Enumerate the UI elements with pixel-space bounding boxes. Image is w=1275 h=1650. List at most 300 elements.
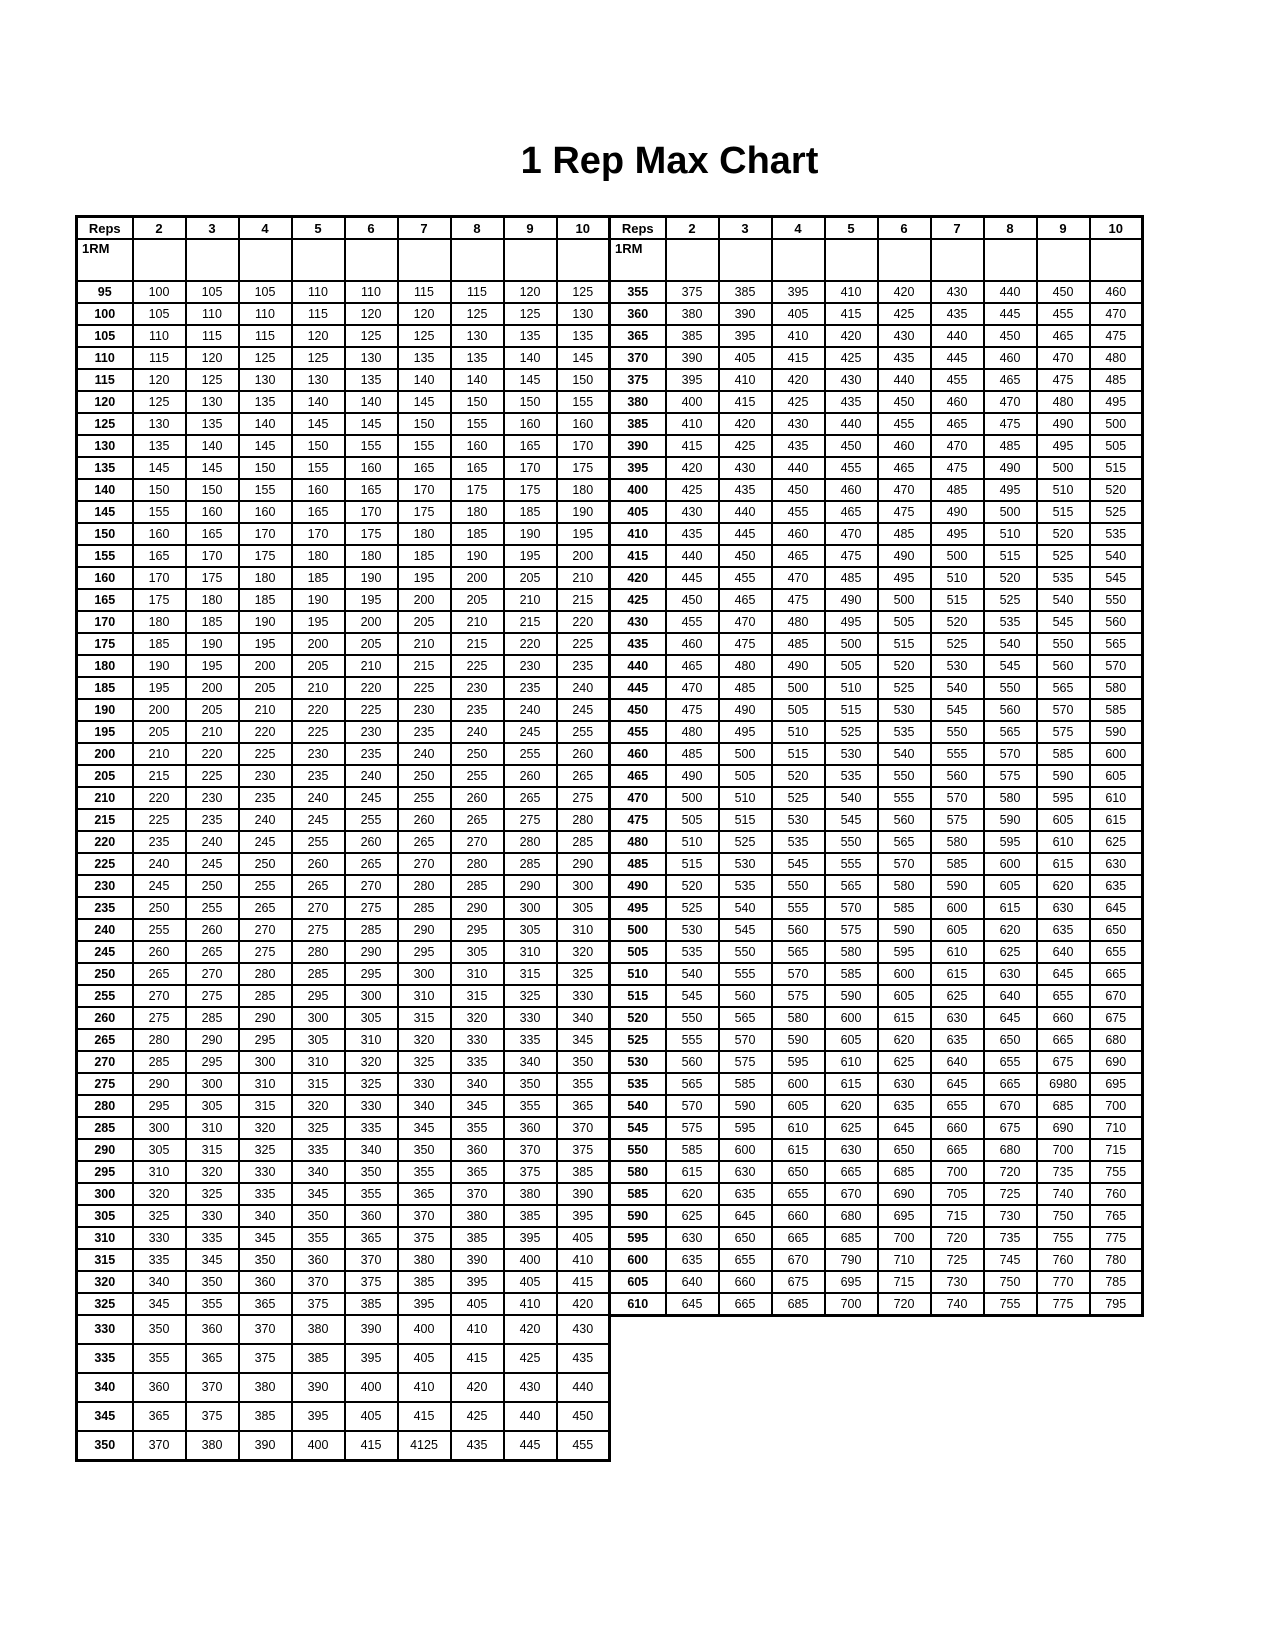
rm-value-cell: 295 [77, 1161, 133, 1183]
rep-weight-cell: 475 [931, 457, 984, 479]
empty-cell [984, 239, 1037, 281]
rep-weight-cell: 430 [931, 281, 984, 303]
rep-weight-cell: 170 [345, 501, 398, 523]
table-row [610, 985, 1143, 1007]
rep-weight-cell: 330 [186, 1205, 239, 1227]
rep-weight-cell: 490 [984, 457, 1037, 479]
rep-weight-cell: 230 [504, 655, 557, 677]
rep-weight-cell: 100 [133, 281, 186, 303]
rep-max-table-right [608, 215, 1144, 1317]
table-row [610, 435, 1143, 457]
rep-weight-cell: 675 [1090, 1007, 1143, 1029]
rm-value-cell: 425 [610, 589, 666, 611]
rep-weight-cell: 255 [133, 919, 186, 941]
rep-weight-cell: 505 [772, 699, 825, 721]
rep-weight-cell: 175 [398, 501, 451, 523]
rep-weight-cell: 575 [931, 809, 984, 831]
rep-weight-cell: 515 [931, 589, 984, 611]
table-row [77, 1373, 610, 1402]
rep-weight-cell: 310 [186, 1117, 239, 1139]
rep-weight-cell: 280 [504, 831, 557, 853]
rep-weight-cell: 620 [878, 1029, 931, 1051]
rep-weight-cell: 265 [398, 831, 451, 853]
rep-weight-cell: 540 [825, 787, 878, 809]
rm-value-cell: 190 [77, 699, 133, 721]
rep-weight-cell: 295 [292, 985, 345, 1007]
rep-weight-cell: 530 [772, 809, 825, 831]
rep-weight-cell: 335 [133, 1249, 186, 1271]
rep-weight-cell: 615 [825, 1073, 878, 1095]
rm-value-cell: 300 [77, 1183, 133, 1205]
rep-weight-cell: 310 [345, 1029, 398, 1051]
rep-weight-cell: 150 [557, 369, 610, 391]
rep-weight-cell: 390 [292, 1373, 345, 1402]
rep-weight-cell: 120 [186, 347, 239, 369]
rep-weight-cell: 250 [133, 897, 186, 919]
rep-weight-cell: 630 [1037, 897, 1090, 919]
rep-weight-cell: 390 [557, 1183, 610, 1205]
rep-weight-cell: 385 [504, 1205, 557, 1227]
rep-weight-cell: 680 [825, 1205, 878, 1227]
rep-weight-cell: 195 [186, 655, 239, 677]
table-row [610, 1029, 1143, 1051]
rep-weight-cell: 185 [504, 501, 557, 523]
rep-weight-cell: 360 [239, 1271, 292, 1293]
rep-weight-cell: 655 [719, 1249, 772, 1271]
rep-weight-cell: 610 [1037, 831, 1090, 853]
rep-weight-cell: 370 [557, 1117, 610, 1139]
rep-weight-cell: 685 [878, 1161, 931, 1183]
rep-weight-cell: 420 [825, 325, 878, 347]
rep-weight-cell: 170 [292, 523, 345, 545]
empty-cell [878, 239, 931, 281]
rep-weight-cell: 570 [772, 963, 825, 985]
rep-weight-cell: 390 [345, 1315, 398, 1344]
rep-weight-cell: 745 [984, 1249, 1037, 1271]
rep-weight-cell: 740 [931, 1293, 984, 1316]
rep-weight-cell: 605 [1090, 765, 1143, 787]
rep-weight-cell: 180 [133, 611, 186, 633]
rep-weight-cell: 520 [878, 655, 931, 677]
rep-weight-cell: 185 [133, 633, 186, 655]
rep-weight-cell: 115 [398, 281, 451, 303]
column-header-8: 8 [451, 217, 504, 240]
rep-weight-cell: 275 [557, 787, 610, 809]
rep-weight-cell: 310 [133, 1161, 186, 1183]
rep-weight-cell: 260 [398, 809, 451, 831]
rep-weight-cell: 450 [719, 545, 772, 567]
rep-weight-cell: 325 [398, 1051, 451, 1073]
rep-weight-cell: 445 [984, 303, 1037, 325]
table-row [610, 721, 1143, 743]
rep-weight-cell: 505 [719, 765, 772, 787]
table-row [610, 963, 1143, 985]
rep-weight-cell: 600 [825, 1007, 878, 1029]
rep-weight-cell: 415 [557, 1271, 610, 1293]
rep-weight-cell: 125 [186, 369, 239, 391]
empty-cell [239, 239, 292, 281]
rep-weight-cell: 285 [451, 875, 504, 897]
rep-weight-cell: 420 [719, 413, 772, 435]
rep-weight-cell: 465 [984, 369, 1037, 391]
rep-weight-cell: 730 [931, 1271, 984, 1293]
rep-weight-cell: 615 [984, 897, 1037, 919]
rep-weight-cell: 525 [825, 721, 878, 743]
rm-value-cell: 395 [610, 457, 666, 479]
rep-weight-cell: 395 [666, 369, 719, 391]
rep-weight-cell: 305 [292, 1029, 345, 1051]
rep-weight-cell: 105 [186, 281, 239, 303]
rep-weight-cell: 625 [931, 985, 984, 1007]
rep-weight-cell: 450 [984, 325, 1037, 347]
table-row [77, 1344, 610, 1373]
table-row [77, 1293, 610, 1315]
rep-weight-cell: 390 [451, 1249, 504, 1271]
rep-weight-cell: 650 [878, 1139, 931, 1161]
rep-weight-cell: 565 [772, 941, 825, 963]
rep-weight-cell: 715 [1090, 1139, 1143, 1161]
rep-weight-cell: 515 [666, 853, 719, 875]
rep-weight-cell: 425 [666, 479, 719, 501]
rep-weight-cell: 620 [825, 1095, 878, 1117]
rep-weight-cell: 445 [504, 1431, 557, 1461]
rep-weight-cell: 545 [1037, 611, 1090, 633]
rep-weight-cell: 110 [186, 303, 239, 325]
rep-weight-cell: 655 [931, 1095, 984, 1117]
table-row [610, 457, 1143, 479]
rep-weight-cell: 700 [931, 1161, 984, 1183]
rm-value-cell: 355 [610, 281, 666, 303]
rep-weight-cell: 290 [133, 1073, 186, 1095]
rep-weight-cell: 115 [292, 303, 345, 325]
rep-weight-cell: 280 [133, 1029, 186, 1051]
rep-weight-cell: 190 [504, 523, 557, 545]
rep-weight-cell: 575 [825, 919, 878, 941]
table-row [77, 1205, 610, 1227]
rep-weight-cell: 475 [1037, 369, 1090, 391]
rep-weight-cell: 245 [239, 831, 292, 853]
rm-value-cell: 365 [610, 325, 666, 347]
rep-weight-cell: 200 [186, 677, 239, 699]
rep-weight-cell: 220 [504, 633, 557, 655]
rep-weight-cell: 380 [186, 1431, 239, 1461]
rep-weight-cell: 750 [1037, 1205, 1090, 1227]
rep-weight-cell: 285 [504, 853, 557, 875]
rm-value-cell: 185 [77, 677, 133, 699]
rep-weight-cell: 180 [557, 479, 610, 501]
rep-weight-cell: 530 [878, 699, 931, 721]
rep-weight-cell: 740 [1037, 1183, 1090, 1205]
rep-weight-cell: 565 [719, 1007, 772, 1029]
rep-weight-cell: 675 [772, 1271, 825, 1293]
rep-weight-cell: 505 [825, 655, 878, 677]
rep-weight-cell: 590 [1090, 721, 1143, 743]
rep-weight-cell: 210 [398, 633, 451, 655]
rep-weight-cell: 400 [398, 1315, 451, 1344]
rep-weight-cell: 125 [345, 325, 398, 347]
rep-weight-cell: 480 [666, 721, 719, 743]
rep-weight-cell: 240 [504, 699, 557, 721]
rep-weight-cell: 300 [186, 1073, 239, 1095]
rep-weight-cell: 265 [292, 875, 345, 897]
rep-weight-cell: 135 [133, 435, 186, 457]
rep-weight-cell: 155 [292, 457, 345, 479]
rm-value-cell: 265 [77, 1029, 133, 1051]
rep-weight-cell: 500 [772, 677, 825, 699]
rep-weight-cell: 325 [292, 1117, 345, 1139]
rep-weight-cell: 635 [1090, 875, 1143, 897]
rep-weight-cell: 265 [504, 787, 557, 809]
rep-weight-cell: 310 [451, 963, 504, 985]
rep-weight-cell: 545 [984, 655, 1037, 677]
rep-weight-cell: 180 [292, 545, 345, 567]
rep-weight-cell: 475 [666, 699, 719, 721]
rep-weight-cell: 105 [239, 281, 292, 303]
rm-value-cell: 510 [610, 963, 666, 985]
table-row [77, 435, 610, 457]
rep-weight-cell: 360 [451, 1139, 504, 1161]
rep-weight-cell: 135 [398, 347, 451, 369]
rep-weight-cell: 555 [878, 787, 931, 809]
rep-weight-cell: 605 [878, 985, 931, 1007]
rep-weight-cell: 135 [239, 391, 292, 413]
table-row [610, 413, 1143, 435]
rm-value-cell: 475 [610, 809, 666, 831]
rep-weight-cell: 275 [186, 985, 239, 1007]
rep-weight-cell: 175 [345, 523, 398, 545]
rep-weight-cell: 325 [186, 1183, 239, 1205]
rep-weight-cell: 140 [186, 435, 239, 457]
rep-weight-cell: 160 [292, 479, 345, 501]
rep-weight-cell: 130 [186, 391, 239, 413]
table-row [610, 1139, 1143, 1161]
rep-weight-cell: 285 [292, 963, 345, 985]
rep-weight-cell: 440 [931, 325, 984, 347]
table-row [610, 1183, 1143, 1205]
rep-weight-cell: 350 [345, 1161, 398, 1183]
rep-weight-cell: 130 [239, 369, 292, 391]
rep-weight-cell: 330 [504, 1007, 557, 1029]
rm-value-cell: 255 [77, 985, 133, 1007]
rep-weight-cell: 475 [825, 545, 878, 567]
rep-weight-cell: 395 [398, 1293, 451, 1315]
rep-weight-cell: 130 [557, 303, 610, 325]
table-row [77, 303, 610, 325]
rep-weight-cell: 500 [1037, 457, 1090, 479]
rep-weight-cell: 590 [1037, 765, 1090, 787]
rep-weight-cell: 520 [984, 567, 1037, 589]
rep-weight-cell: 545 [1090, 567, 1143, 589]
table-row [77, 413, 610, 435]
rep-weight-cell: 110 [345, 281, 398, 303]
rep-weight-cell: 540 [666, 963, 719, 985]
rm-value-cell: 100 [77, 303, 133, 325]
rep-weight-cell: 645 [984, 1007, 1037, 1029]
rep-weight-cell: 355 [504, 1095, 557, 1117]
rep-weight-cell: 340 [398, 1095, 451, 1117]
rm-value-cell: 535 [610, 1073, 666, 1095]
rep-weight-cell: 370 [292, 1271, 345, 1293]
rep-weight-cell: 205 [133, 721, 186, 743]
rep-weight-cell: 340 [292, 1161, 345, 1183]
rep-weight-cell: 395 [772, 281, 825, 303]
rep-weight-cell: 350 [292, 1205, 345, 1227]
rep-weight-cell: 565 [666, 1073, 719, 1095]
rep-weight-cell: 790 [825, 1249, 878, 1271]
rep-weight-cell: 120 [398, 303, 451, 325]
rep-weight-cell: 215 [451, 633, 504, 655]
table-row [77, 391, 610, 413]
rep-weight-cell: 165 [451, 457, 504, 479]
rep-weight-cell: 535 [719, 875, 772, 897]
rep-weight-cell: 125 [398, 325, 451, 347]
rep-weight-cell: 645 [931, 1073, 984, 1095]
rep-weight-cell: 310 [292, 1051, 345, 1073]
rep-weight-cell: 200 [398, 589, 451, 611]
table-row [77, 523, 610, 545]
rep-weight-cell: 595 [1037, 787, 1090, 809]
rep-weight-cell: 460 [666, 633, 719, 655]
rep-weight-cell: 175 [133, 589, 186, 611]
rep-weight-cell: 235 [398, 721, 451, 743]
rep-weight-cell: 165 [504, 435, 557, 457]
rep-weight-cell: 630 [825, 1139, 878, 1161]
rep-weight-cell: 205 [239, 677, 292, 699]
rep-weight-cell: 470 [984, 391, 1037, 413]
rep-weight-cell: 365 [451, 1161, 504, 1183]
rm-value-cell: 585 [610, 1183, 666, 1205]
rep-weight-cell: 395 [292, 1402, 345, 1431]
rep-weight-cell: 380 [504, 1183, 557, 1205]
rep-weight-cell: 305 [451, 941, 504, 963]
rep-weight-cell: 270 [239, 919, 292, 941]
rm-value-cell: 230 [77, 875, 133, 897]
rep-weight-cell: 220 [345, 677, 398, 699]
rep-weight-cell: 355 [557, 1073, 610, 1095]
rep-weight-cell: 125 [239, 347, 292, 369]
rep-weight-cell: 565 [878, 831, 931, 853]
rep-weight-cell: 485 [878, 523, 931, 545]
rep-weight-cell: 190 [133, 655, 186, 677]
table-row [77, 281, 610, 303]
rm-value-cell: 485 [610, 853, 666, 875]
rep-weight-cell: 535 [1090, 523, 1143, 545]
rep-weight-cell: 280 [292, 941, 345, 963]
rep-weight-cell: 635 [1037, 919, 1090, 941]
rep-weight-cell: 445 [666, 567, 719, 589]
rep-weight-cell: 595 [772, 1051, 825, 1073]
rep-weight-cell: 235 [239, 787, 292, 809]
rep-weight-cell: 570 [1090, 655, 1143, 677]
rep-weight-cell: 395 [719, 325, 772, 347]
rep-weight-cell: 435 [451, 1431, 504, 1461]
rep-weight-cell: 475 [984, 413, 1037, 435]
rep-weight-cell: 600 [1090, 743, 1143, 765]
table-row [610, 699, 1143, 721]
table-row [610, 611, 1143, 633]
rep-weight-cell: 375 [557, 1139, 610, 1161]
rep-weight-cell: 195 [133, 677, 186, 699]
rep-weight-cell: 700 [825, 1293, 878, 1316]
rep-weight-cell: 645 [719, 1205, 772, 1227]
rep-weight-cell: 335 [239, 1183, 292, 1205]
rep-weight-cell: 535 [984, 611, 1037, 633]
rep-weight-cell: 310 [239, 1073, 292, 1095]
rm-value-cell: 310 [77, 1227, 133, 1249]
table-row [610, 589, 1143, 611]
column-header-7: 7 [931, 217, 984, 240]
rep-weight-cell: 325 [557, 963, 610, 985]
rep-weight-cell: 145 [504, 369, 557, 391]
rep-weight-cell: 750 [984, 1271, 1037, 1293]
rep-weight-cell: 175 [557, 457, 610, 479]
rep-weight-cell: 645 [1037, 963, 1090, 985]
table-row [610, 281, 1143, 303]
rep-weight-cell: 455 [1037, 303, 1090, 325]
rep-weight-cell: 180 [186, 589, 239, 611]
rep-weight-cell: 235 [292, 765, 345, 787]
rep-weight-cell: 130 [133, 413, 186, 435]
rep-weight-cell: 600 [772, 1073, 825, 1095]
rep-weight-cell: 350 [239, 1249, 292, 1271]
empty-cell [719, 239, 772, 281]
table-row [77, 1007, 610, 1029]
rep-weight-cell: 260 [345, 831, 398, 853]
rep-weight-cell: 435 [772, 435, 825, 457]
rep-weight-cell: 495 [931, 523, 984, 545]
rep-weight-cell: 430 [557, 1315, 610, 1344]
rep-weight-cell: 500 [825, 633, 878, 655]
rep-weight-cell: 650 [772, 1161, 825, 1183]
rep-weight-cell: 120 [133, 369, 186, 391]
rep-weight-cell: 525 [984, 589, 1037, 611]
rep-weight-cell: 4125 [398, 1431, 451, 1461]
rep-weight-cell: 450 [878, 391, 931, 413]
rep-weight-cell: 530 [825, 743, 878, 765]
rep-weight-cell: 290 [557, 853, 610, 875]
rep-weight-cell: 655 [772, 1183, 825, 1205]
rep-weight-cell: 660 [931, 1117, 984, 1139]
rep-weight-cell: 335 [451, 1051, 504, 1073]
rep-weight-cell: 540 [719, 897, 772, 919]
rep-weight-cell: 170 [557, 435, 610, 457]
rep-weight-cell: 210 [186, 721, 239, 743]
rep-weight-cell: 330 [239, 1161, 292, 1183]
rep-weight-cell: 670 [1090, 985, 1143, 1007]
rep-weight-cell: 510 [666, 831, 719, 853]
table-row [610, 1073, 1143, 1095]
rep-weight-cell: 425 [504, 1344, 557, 1373]
rm-value-cell: 95 [77, 281, 133, 303]
rep-weight-cell: 435 [557, 1344, 610, 1373]
rep-weight-cell: 680 [984, 1139, 1037, 1161]
rep-weight-cell: 265 [186, 941, 239, 963]
rm-value-cell: 385 [610, 413, 666, 435]
rep-weight-cell: 185 [451, 523, 504, 545]
rep-weight-cell: 600 [984, 853, 1037, 875]
rep-weight-cell: 330 [451, 1029, 504, 1051]
rm-value-cell: 580 [610, 1161, 666, 1183]
rep-weight-cell: 130 [451, 325, 504, 347]
rep-weight-cell: 320 [292, 1095, 345, 1117]
rep-weight-cell: 410 [719, 369, 772, 391]
rep-weight-cell: 155 [133, 501, 186, 523]
rep-weight-cell: 765 [1090, 1205, 1143, 1227]
rm-value-cell: 220 [77, 831, 133, 853]
column-header-6: 6 [345, 217, 398, 240]
rep-weight-cell: 465 [719, 589, 772, 611]
table-row [77, 611, 610, 633]
